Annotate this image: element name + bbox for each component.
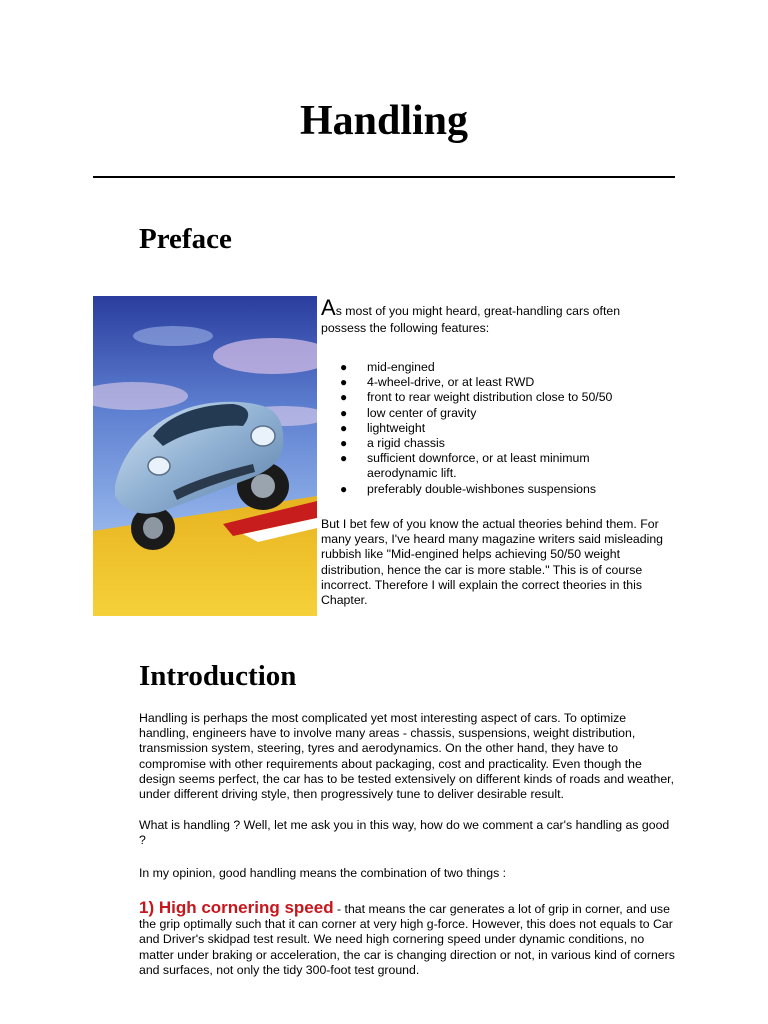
list-item: ● sufficient downforce, or at least minimum aerodynamic lift. [340, 451, 590, 481]
preface-closing: But I bet few of you know the actual theories behind them. For many years, I've heard many magazine writers said misleading rubbish like "Mid-engined helps achieving 50/50 weight distribution, hence the car is more stable." This is of course incorrect. Therefore I will explain the correct theories in this Chapter. [321, 517, 664, 608]
list-item: ● front to rear weight distribution close to 50/50 [340, 390, 613, 405]
list-item: ● low center of gravity [340, 405, 477, 420]
sports-car-photo [93, 296, 317, 616]
preface-intro-line1: s most of you might heard, great-handling cars often [335, 304, 621, 318]
bullet-icon: ● [340, 360, 348, 374]
title-divider [93, 176, 675, 178]
introduction-paragraph-1: Handling is perhaps the most complicated yet most interesting aspect of cars. To optimize handling, engineers have to involve many areas - chassis, suspensions, weight distribution, transmission system, steering, tyres and aerodynamics. On the other hand, they have to compromise with other requirements about packaging, cost and practicality. Even though the design seems perfect, the car has to be tested extensively on different kinds of roads and weather, under different driving style, then progressively tune to deliver desirable result. [139, 711, 675, 802]
list-item: ● mid-engined [340, 360, 435, 374]
introduction-heading: Introduction [139, 660, 297, 692]
bullet-icon: ● [340, 436, 348, 451]
list-item: ● 4-wheel-drive, or at least RWD [340, 375, 535, 390]
bullet-icon: ● [340, 405, 348, 420]
list-item: ● a rigid chassis [340, 436, 445, 451]
introduction-paragraph-3: In my opinion, good handling means the combination of two things : [139, 866, 507, 880]
bullet-icon: ● [340, 390, 348, 405]
introduction-paragraph-2: What is handling ? Well, let me ask you in this way, how do we comment a car's handling as good ? [139, 818, 670, 848]
bullet-icon: ● [340, 375, 348, 390]
preface-intro [321, 297, 661, 336]
point-1-text: - that means the car generates a lot of grip in corner, and use the grip optimally such that it can corner at very high g-force. However, this does not equals to Car and Driver's skidpad test result. We need high cornering speed under dynamic conditions, no matter under braking or acceleration, the car is changing direction or not, in various kind of corners and surfaces, not only the tidy 300-foot test ground. [139, 902, 675, 977]
preface-heading: Preface [139, 223, 232, 255]
dropcap: A [321, 295, 336, 320]
bullet-icon: ● [340, 451, 348, 466]
list-item: ● preferably double-wishbones suspensions [340, 481, 596, 496]
point-1-label: 1) High cornering speed [139, 898, 334, 917]
bullet-icon: ● [340, 420, 348, 435]
list-item: ● lightweight [340, 420, 426, 435]
feature-list [340, 360, 660, 497]
preface-intro-line2: possess the following features: [321, 321, 490, 336]
page-title: Handling [299, 98, 469, 144]
bullet-icon: ● [340, 481, 348, 496]
introduction-point-1 [139, 900, 675, 978]
